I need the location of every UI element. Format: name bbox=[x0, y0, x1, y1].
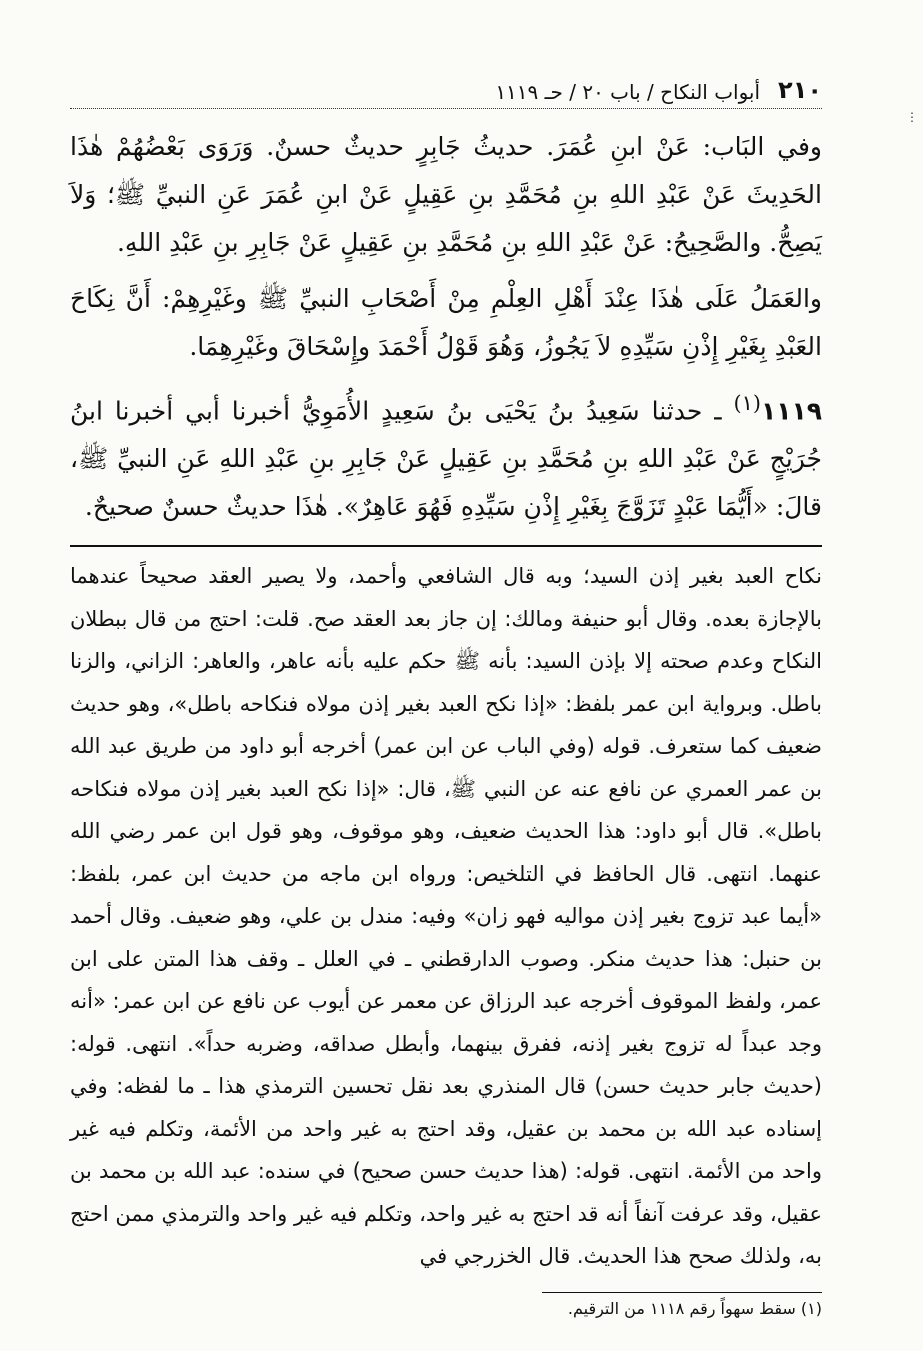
page-number: ٢١٠ bbox=[778, 76, 822, 104]
hadith-paragraph-3-text: ـ حدثنا سَعِيدُ بنُ يَحْيَى بنُ سَعِيدٍ الأُمَوِيُّ أخبرنا أبي أخبرنا ابنُ جُرَيْجٍ عَنْ عَبْدِ اللهِ بنِ مُحَمَّدِ بنِ عَقِيلٍ عَنْ جَابِرِ بنِ عَبْدِ اللهِ عَنِ النبيِّ ﷺ، قالَ: «أَيُّمَا عَبْدٍ تَزَوَّجَ بِغَيْرِ إِذْنِ سَيِّدِهِ فَهُوَ عَاهِرٌ». هٰذَا حديثٌ حسنٌ صحيحٌ. bbox=[70, 396, 822, 522]
hadith-number: ١١١٩ bbox=[760, 396, 822, 426]
margin-marks: ⋮ bbox=[906, 110, 918, 124]
hadith-paragraph-2: والعَمَلُ عَلَى هٰذَا عِنْدَ أَهْلِ العِلْمِ مِنْ أَصْحَابِ النبيِّ ﷺ وغَيْرِهِمْ: أَنَّ نِكَاحَ العَبْدِ بِغَيْرِ إِذْنِ سَيِّدِهِ لاَ يَجُوزُ، وَهُوَ قَوْلُ أَحْمَدَ وإِسْحَاقَ وغَيْرِهِمَا. bbox=[70, 284, 822, 361]
hadith-paragraph-3 bbox=[70, 379, 822, 531]
text-commentary-divider bbox=[70, 545, 822, 547]
running-title: أبواب النكاح / باب ٢٠ / حـ ١١١٩ bbox=[495, 80, 761, 104]
footnote-rule bbox=[542, 1292, 822, 1293]
book-page bbox=[70, 70, 822, 1318]
commentary-block bbox=[70, 555, 822, 1278]
footnote-marker: (١) bbox=[733, 391, 761, 415]
commentary-text: نكاح العبد بغير إذن السيد؛ وبه قال الشافعي وأحمد، ولا يصير العقد صحيحاً عندهما بالإجازة بعده. وقال أبو حنيفة ومالك: إن جاز بعد العقد صح. قلت: احتج من قال ببطلان النكاح وعدم صحته إلا بإذن السيد: بأنه ﷺ حكم عليه بأنه عاهر، والعاهر: الزاني، والزنا باطل. وبرواية ابن عمر بلفظ: «إذا نكح العبد بغير إذن مولاه فنكاحه باطل»، وهو حديث ضعيف كما ستعرف. قوله (وفي الباب عن ابن عمر) أخرجه أبو داود من طريق عبد الله بن عمر العمري عن نافع عنه عن النبي ﷺ، قال: «إذا نكح العبد بغير إذن مولاه فنكاحه باطل». قال أبو داود: هذا الحديث ضعيف، وهو موقوف، وهو قول ابن عمر رضي الله عنهما. انتهى. قال الحافظ في التلخيص: ورواه ابن ماجه من حديث ابن عمر، بلفظ: «أيما عبد تزوج بغير إذن مواليه فهو زان» وفيه: مندل بن علي، وهو ضعيف. وقال أحمد بن حنبل: هذا حديث منكر. وصوب الدارقطني ـ في العلل ـ وقف هذا المتن على ابن عمر، ولفظ الموقوف أخرجه عبد الرزاق عن معمر عن أيوب عن نافع عن ابن عمر: «أنه وجد عبداً له تزوج بغير إذنه، ففرق بينهما، وأبطل صداقه، وضربه حداً». انتهى. قوله: (حديث جابر حديث حسن) قال المنذري بعد نقل تحسين الترمذي هذا ـ ما لفظه: وفي إسناده عبد الله بن محمد بن عقيل، وقد احتج به غير واحد من الأئمة، وتكلم فيه غير واحد من الأئمة. انتهى. قوله: (هذا حديث حسن صحيح) في سنده: عبد الله بن محمد بن عقيل، وقد عرفت آنفاً أنه قد احتج به غير واحد، وتكلم فيه غير واحد والترمذي ممن احتج به، ولذلك صحح هذا الحديث. قال الخزرجي في bbox=[70, 564, 822, 1269]
hadith-text-block bbox=[70, 123, 822, 531]
hadith-paragraph-1: وفي البَاب: عَنْ ابنِ عُمَرَ. حديثُ جَابِرٍ حديثٌ حسنٌ. وَرَوَى بَعْضُهُمْ هٰذَا الحَدِيثَ عَنْ عَبْدِ اللهِ بنِ مُحَمَّدِ بنِ عَقِيلٍ عَنْ ابنِ عُمَرَ عَنِ النبيِّ ﷺ؛ وَلاَ يَصِحُّ. والصَّحِيحُ: عَنْ عَبْدِ اللهِ بنِ مُحَمَّدِ بنِ عَقِيلٍ عَنْ جَابِرِ بنِ عَبْدِ اللهِ. bbox=[70, 132, 822, 257]
footnote: (١) سقط سهواً رقم ١١١٨ من الترقيم. bbox=[567, 1298, 822, 1318]
running-header bbox=[70, 70, 822, 109]
